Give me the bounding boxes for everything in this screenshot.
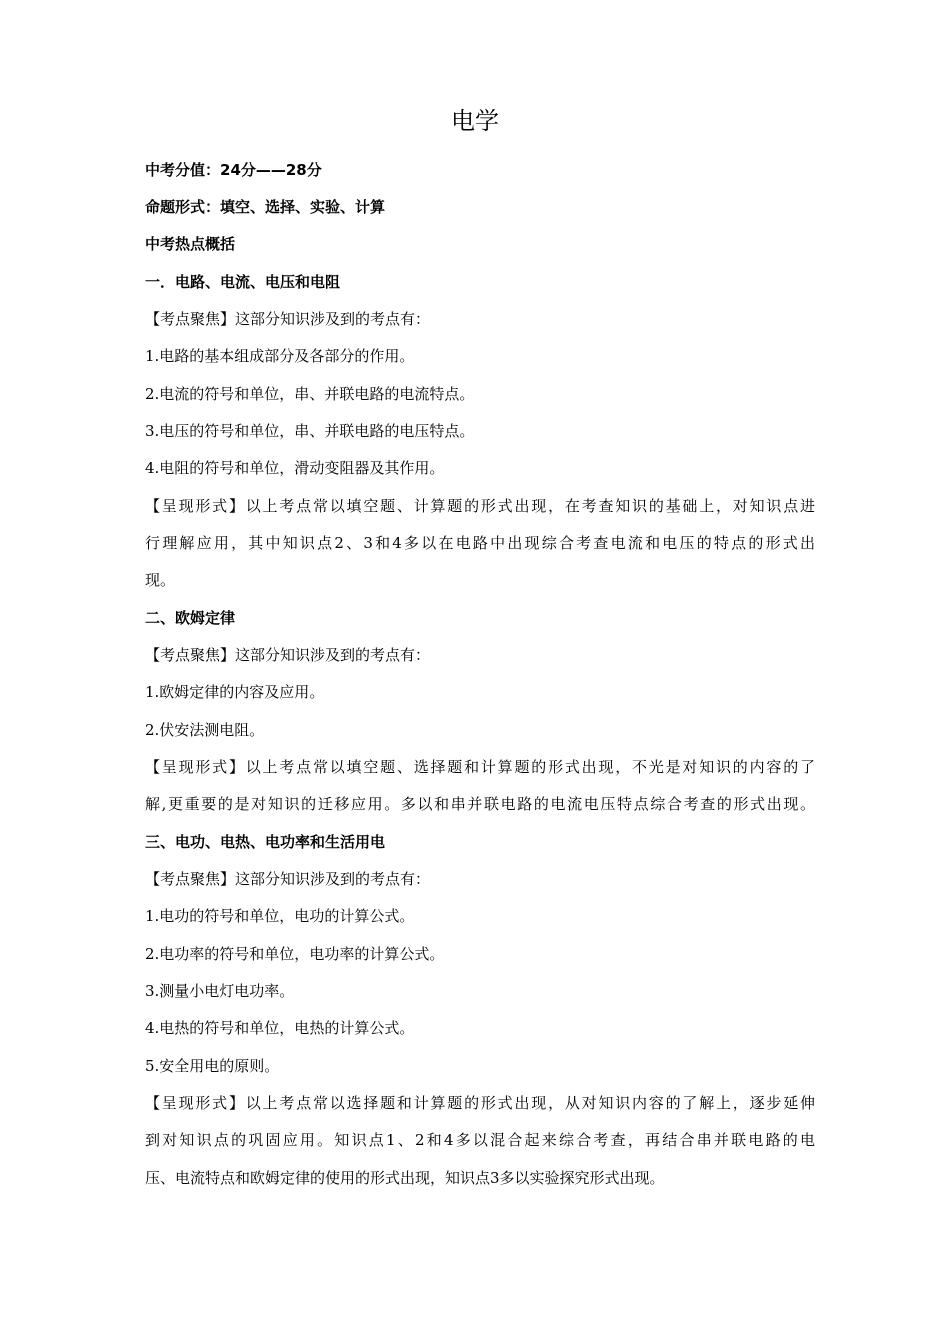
point-item: 1.电功的符号和单位，电功的计算公式。 (145, 907, 415, 925)
point-item: 2.电流的符号和单位，串、并联电路的电流特点。 (145, 385, 475, 403)
point-item: 2.伏安法测电阻。 (145, 721, 265, 739)
presentation-line: 【呈现形式】以上考点常以填空题、计算题的形式出现，在考查知识的基础上，对知识点进 (145, 497, 815, 515)
presentation-line: 现。 (145, 571, 176, 589)
presentation-line: 解,更重要的是对知识的迁移应用。多以和串并联电路的电流电压特点综合考查的形式出现。 (145, 795, 815, 813)
point-item: 1.欧姆定律的内容及应用。 (145, 683, 325, 701)
focus-line: 【考点聚焦】这部分知识涉及到的考点有： (145, 310, 431, 328)
point-item: 3.测量小电灯电功率。 (145, 982, 295, 1000)
section-heading: 一．电路、电流、电压和电阻 (145, 273, 341, 291)
form-line: 命题形式：填空、选择、实验、计算 (145, 198, 386, 216)
focus-line: 【考点聚焦】这部分知识涉及到的考点有： (145, 870, 431, 888)
focus-line: 【考点聚焦】这部分知识涉及到的考点有： (145, 646, 431, 664)
point-item: 3.电压的符号和单位，串、并联电路的电压特点。 (145, 422, 475, 440)
presentation-line: 压、电流特点和欧姆定律的使用的形式出现，知识点3多以实验探究形式出现。 (145, 1169, 665, 1187)
point-item: 2.电功率的符号和单位，电功率的计算公式。 (145, 945, 445, 963)
point-item: 1.电路的基本组成部分及各部分的作用。 (145, 347, 415, 365)
page-title: 电学 (451, 107, 499, 135)
presentation-line: 行理解应用，其中知识点2、3和4多以在电路中出现综合考查电流和电压的特点的形式出 (145, 534, 815, 552)
presentation-line: 【呈现形式】以上考点常以选择题和计算题的形式出现，从对知识内容的了解上，逐步延伸 (145, 1094, 815, 1112)
hotspot-heading: 中考热点概括 (145, 235, 236, 253)
section-heading: 二、欧姆定律 (145, 609, 236, 627)
presentation-line: 【呈现形式】以上考点常以填空题、选择题和计算题的形式出现，不光是对知识的内容的了 (145, 758, 815, 776)
score-line: 中考分值：24分——28分 (145, 161, 322, 179)
section-heading: 三、电功、电热、电功率和生活用电 (145, 833, 386, 851)
point-item: 4.电热的符号和单位，电热的计算公式。 (145, 1019, 415, 1037)
point-item: 4.电阻的符号和单位，滑动变阻器及其作用。 (145, 459, 445, 477)
point-item: 5.安全用电的原则。 (145, 1057, 280, 1075)
presentation-line: 到对知识点的巩固应用。知识点1、2和4多以混合起来综合考查，再结合串并联电路的电 (145, 1131, 815, 1149)
